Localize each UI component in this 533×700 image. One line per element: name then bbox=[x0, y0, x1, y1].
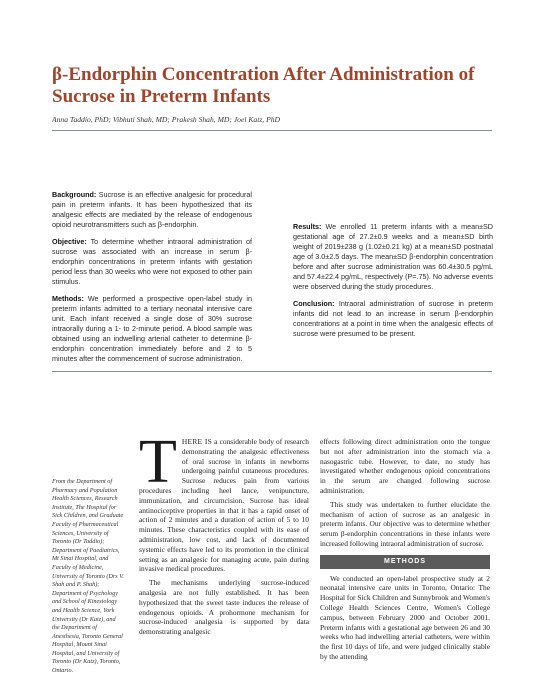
methods-body-text: We conducted an open-label prospective study at 2 neonatal intensive care units in Toronto, Ontario: The Hospital for Sick Children and Sunnybrook and Women's College Health Sciences Centre, Women's College campus, between February 2000 and October 2001. Preterm infants with a gestational age between 26 and 30 weeks who had indwelling arterial catheters, were within the first 10 days of life, and were judged clinically stable by the attending bbox=[320, 573, 490, 661]
intro-text-4: This study was undertaken to further elucidate the mechanism of action of sucrose as an analgesic in preterm infants. Our objective was to determine whether serum β-endorphin concentrations in these infants were increased following intraoral administration of sucrose. bbox=[320, 499, 490, 548]
results-text: We enrolled 11 preterm infants with a mean±SD gestational age of 27.2±0.9 weeks and a mean±SD birth weight of 2019±238 g (1.02±0.21 kg) at a mean±SD postnatal age of 3.0±2.5 days. The mean±SD β-endorphin concentration before and after sucrose administration was 60.4±30.5 pg/mL and 57.4±22.4 pg/mL, respectively (P=.75). No adverse events were observed during the study procedures. bbox=[293, 222, 493, 291]
abstract-right-column bbox=[293, 222, 493, 346]
intro-paragraph-4 bbox=[320, 500, 490, 549]
body-column-2 bbox=[320, 437, 490, 666]
affiliations: From the Department of Pharmacy and Population Health Sciences, Research Institute, The Hospital for Sick Children, and Graduate Faculty of Pharmaceutical Sciences, University of Toronto (Dr Taddio); Department of Paediatrics, Mt Sinai Hospital, and Faculty of Medicine, University of Toronto (Drs V. Shah and P. Shah); Department of Psychology and School of Kinesiology and Health Science, York University (Dr Katz), and the Department of Anesthesia, Toronto General Hospital, Mount Sinai Hospital, and University of Toronto (Dr Katz), Toronto, Ontario. bbox=[52, 478, 124, 675]
methods-paragraph bbox=[320, 574, 490, 662]
conclusion-text: Intraoral administration of sucrose in preterm infants did not lead to an increase in serum β-endorphin concentrations at a point in time when the analgesic effects of sucrose were presumed to be present. bbox=[293, 299, 493, 338]
author-list: Anna Taddio, PhD; Vibhuti Shah, MD; Prakesh Shah, MD; Joel Katz, PhD bbox=[52, 115, 281, 124]
intro-text-2: The mechanisms underlying sucrose-induced analgesia are not fully established. It has been hypothesized that the sweet taste induces the release of endogenous opioids. A prohormone mechanism for sucrose-induced analgesia is supported by data demonstrating analgesic bbox=[139, 578, 309, 637]
methods-heading: METHODS bbox=[320, 555, 490, 569]
abstract-results bbox=[293, 222, 493, 292]
abstract-divider bbox=[52, 371, 492, 372]
abstract-methods bbox=[52, 294, 252, 364]
methods-text: We performed a prospective open-label study in preterm infants admitted to a tertiary neonatal intensive care unit. Each infant received a single dose of 30% sucrose intraorally during a 1- to 2-minute period. A blood sample was obtained using an indwelling arterial catheter to determine β-endorphin concentration immediately before and 2 to 5 minutes after the commencement of sucrose administration. bbox=[52, 294, 252, 363]
intro-paragraph-3 bbox=[320, 437, 490, 496]
intro-paragraph-1 bbox=[139, 428, 309, 574]
results-label: Results: bbox=[293, 222, 322, 231]
methods-label: Methods: bbox=[52, 294, 84, 303]
article-title: β-Endorphin Concentration After Administration of Sucrose in Preterm Infants bbox=[52, 64, 475, 107]
conclusion-label: Conclusion: bbox=[293, 299, 335, 308]
abstract-objective bbox=[52, 237, 252, 287]
intro-paragraph-2 bbox=[139, 578, 309, 637]
objective-text: To determine whether intraoral administration of sucrose was associated with an increase in serum β-endorphin concentrations in preterm infants with gestation period less than 30 weeks who were not exposed to other pain stimulus. bbox=[52, 237, 252, 286]
abstract-conclusion bbox=[293, 299, 493, 339]
background-label: Background: bbox=[52, 190, 97, 199]
intro-smallcaps: HERE IS bbox=[181, 437, 212, 446]
drop-cap: T bbox=[139, 428, 177, 496]
intro-text-1: a considerable body of research demonstrating the analgesic effectiveness of oral sucrose in infants in newborns undergoing painful cutaneous procedures. Sucrose reduces pain from various procedures including heel lance, venipuncture, immunization, and circumcision. Sucrose has ideal antinociceptive properties in that it has a rapid onset of action of 2 minutes and a duration of action of 5 to 10 minutes. These characteristics coupled with its ease of administration, low cost, and lack of documented systemic effects have led to its promotion in the clinical setting as an analgesic for managing acute, pain during invasive medical procedures. bbox=[139, 437, 309, 574]
abstract-left-column bbox=[52, 190, 252, 371]
objective-label: Objective: bbox=[52, 237, 87, 246]
background-text: Sucrose is an effective analgesic for procedural pain in preterm infants. It has been hypothesized that its analgesic effects are mediated by the release of endogenous opioid neurotransmitters such as β-endorphin. bbox=[52, 190, 253, 229]
body-column-1 bbox=[139, 428, 309, 641]
intro-text-3: effects following direct administration onto the tongue but not after administration into the stomach via a nasogastric tube. However, to date, no study has investigated whether endogenous opioid concentrations in the serum are changed following sucrose administration. bbox=[320, 437, 490, 495]
abstract-background bbox=[52, 190, 252, 230]
header-rule bbox=[52, 130, 492, 131]
